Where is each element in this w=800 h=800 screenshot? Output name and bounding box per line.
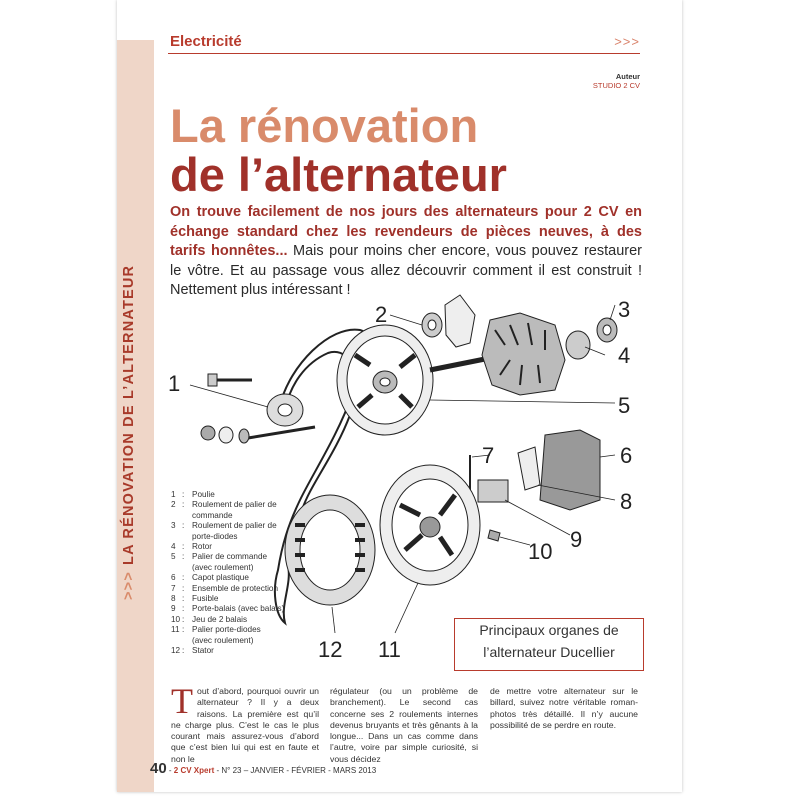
- legend-number: 6: [171, 573, 176, 583]
- legend-item: [171, 584, 284, 594]
- plastic-cover: [540, 430, 600, 510]
- legend-separator: :: [182, 521, 185, 531]
- legend-item: [171, 563, 284, 573]
- body-column-1: [171, 681, 319, 765]
- legend-number: [171, 511, 182, 521]
- legend-separator: :: [182, 604, 185, 614]
- legend-number: 8: [171, 594, 176, 604]
- legend-number: 9: [171, 604, 176, 614]
- legend-label: (avec roulement): [192, 562, 254, 572]
- legend-label: Rotor: [192, 542, 213, 552]
- legend-item: [171, 542, 284, 552]
- legend-item: [171, 511, 284, 521]
- author-name: STUDIO 2 CV: [592, 81, 640, 90]
- legend-number: 11: [171, 625, 180, 635]
- body-column-2: [330, 686, 478, 765]
- legend-label: Poulie: [192, 490, 215, 499]
- legend-item: [171, 573, 284, 583]
- legend-separator: :: [182, 573, 185, 583]
- legend-separator: :: [182, 625, 185, 635]
- drop-cap: T: [171, 681, 193, 721]
- title-line-2: de l’alternateur: [170, 148, 507, 201]
- legend-item: [171, 594, 284, 604]
- legend-number: 2: [171, 500, 176, 510]
- legend-separator: [182, 636, 192, 646]
- callout-3: 3: [618, 297, 631, 322]
- legend-label: (avec roulement): [192, 635, 254, 645]
- callout-12: 12: [318, 637, 343, 662]
- legend-item: [171, 532, 284, 542]
- legend-number: 4: [171, 542, 176, 552]
- callout-6: 6: [620, 443, 633, 468]
- section-rubric: [168, 33, 640, 54]
- callout-8: 8: [620, 489, 633, 514]
- legend-label: Palier de commande: [192, 552, 268, 562]
- footer-sep: -: [166, 766, 174, 775]
- lede-bold: On trouve facilement de nos jours des alternateurs pour 2 CV en échange standard chez les revendeurs de pièces neuves, à des tarifs honnêtes...: [170, 204, 642, 259]
- legend: [171, 490, 284, 657]
- legend-label: porte-diodes: [192, 531, 238, 541]
- legend-separator: :: [182, 646, 185, 656]
- footer: [150, 760, 376, 777]
- legend-separator: :: [182, 552, 185, 562]
- legend-number: 3: [171, 521, 176, 531]
- legend-label: commande: [192, 510, 233, 520]
- legend-item: [171, 636, 284, 646]
- author-block: [560, 72, 640, 90]
- magazine-name: 2 CV Xpert: [173, 766, 215, 775]
- legend-number: 10: [171, 614, 181, 624]
- legend-number: 1: [171, 490, 176, 499]
- legend-number: 7: [171, 583, 176, 593]
- legend-item: [171, 500, 284, 510]
- legend-label: Porte-balais (avec balais): [192, 604, 285, 614]
- legend-label: Jeu de 2 balais: [192, 614, 248, 624]
- title-line-1: La rénovation: [170, 99, 479, 152]
- legend-number: [171, 532, 182, 542]
- legend-label: Ensemble de protection: [192, 583, 279, 593]
- body-text-1: out d’abord, pourquoi ouvrir un alternateur ? Il y a deux raisons. La première est qu’il ne charge plus. C’est le cas le plus courant mais assurez-vous d’abord que c’est bien lui qui est en faute et non le: [171, 686, 319, 764]
- legend-label: Palier porte-diodes: [192, 625, 261, 635]
- legend-label: Roulement de palier de: [192, 521, 277, 531]
- sidebar-arrows: >>>: [121, 570, 137, 600]
- caption-line-2: l’alternateur Ducellier: [483, 644, 615, 660]
- legend-item: [171, 625, 284, 635]
- legend-label: Fusible: [192, 594, 219, 604]
- legend-label: Stator: [192, 646, 214, 656]
- legend-separator: [182, 532, 192, 542]
- body-column-3: [490, 686, 638, 731]
- body-text-3: de mettre votre alternateur sur le billard, suivez notre véritable roman-photos très détaillé. Il n’y aucune possibilité de se perdre en route.: [490, 686, 638, 730]
- lede-normal: Mais pour moins cher encore, vous pouvez restaurer le vôtre. Et au passage vous allez découvrir comment il est construit ! Nettement plus intéressant !: [170, 243, 642, 298]
- legend-separator: :: [182, 490, 185, 499]
- legend-item: [171, 552, 284, 562]
- legend-item: [171, 604, 284, 614]
- callout-4: 4: [618, 343, 631, 368]
- legend-number: 12: [171, 646, 181, 656]
- callout-9: 9: [570, 527, 583, 552]
- legend-label: Roulement de palier de: [192, 500, 277, 510]
- caption-line-1: Principaux organes de: [479, 622, 619, 638]
- legend-item: [171, 646, 284, 656]
- callout-10: 10: [528, 539, 553, 564]
- issue-info: - N° 23 – JANVIER - FÉVRIER - MARS 2013: [214, 766, 377, 775]
- legend-separator: :: [182, 583, 185, 593]
- rubric-label: Electricité: [170, 33, 242, 50]
- legend-item: [171, 615, 284, 625]
- legend-separator: [182, 511, 192, 521]
- legend-number: [171, 563, 182, 573]
- rubric-arrows: >>>: [614, 34, 640, 49]
- legend-separator: :: [182, 542, 185, 552]
- legend-separator: [182, 563, 192, 573]
- callout-2: 2: [375, 302, 388, 327]
- sidebar-title: [121, 40, 151, 600]
- callout-7: 7: [482, 443, 495, 468]
- rotor: [482, 313, 565, 395]
- caption-box: [454, 618, 644, 671]
- legend-separator: :: [182, 614, 185, 624]
- callout-5: 5: [618, 393, 631, 418]
- author-label: Auteur: [615, 72, 640, 81]
- legend-item: [171, 521, 284, 531]
- callout-1: 1: [168, 371, 181, 396]
- page-number: 40: [150, 760, 167, 777]
- legend-separator: :: [182, 594, 185, 604]
- legend-label: Capot plastique: [192, 573, 249, 583]
- legend-separator: :: [182, 500, 185, 510]
- sidebar-text: LA RÉNOVATION DE L’ALTERNATEUR: [121, 264, 137, 565]
- legend-number: [171, 636, 182, 646]
- legend-number: 5: [171, 552, 176, 562]
- body-text-2: régulateur (ou un problème de branchement). Le second cas concerne ses 2 roulements internes devenus bruyants et très gênants à la longue... Dans un cas comme dans l’autre, voire par simple curiosité, si vous décidez: [330, 686, 478, 764]
- callout-11: 11: [378, 637, 401, 662]
- legend-item: [171, 490, 284, 500]
